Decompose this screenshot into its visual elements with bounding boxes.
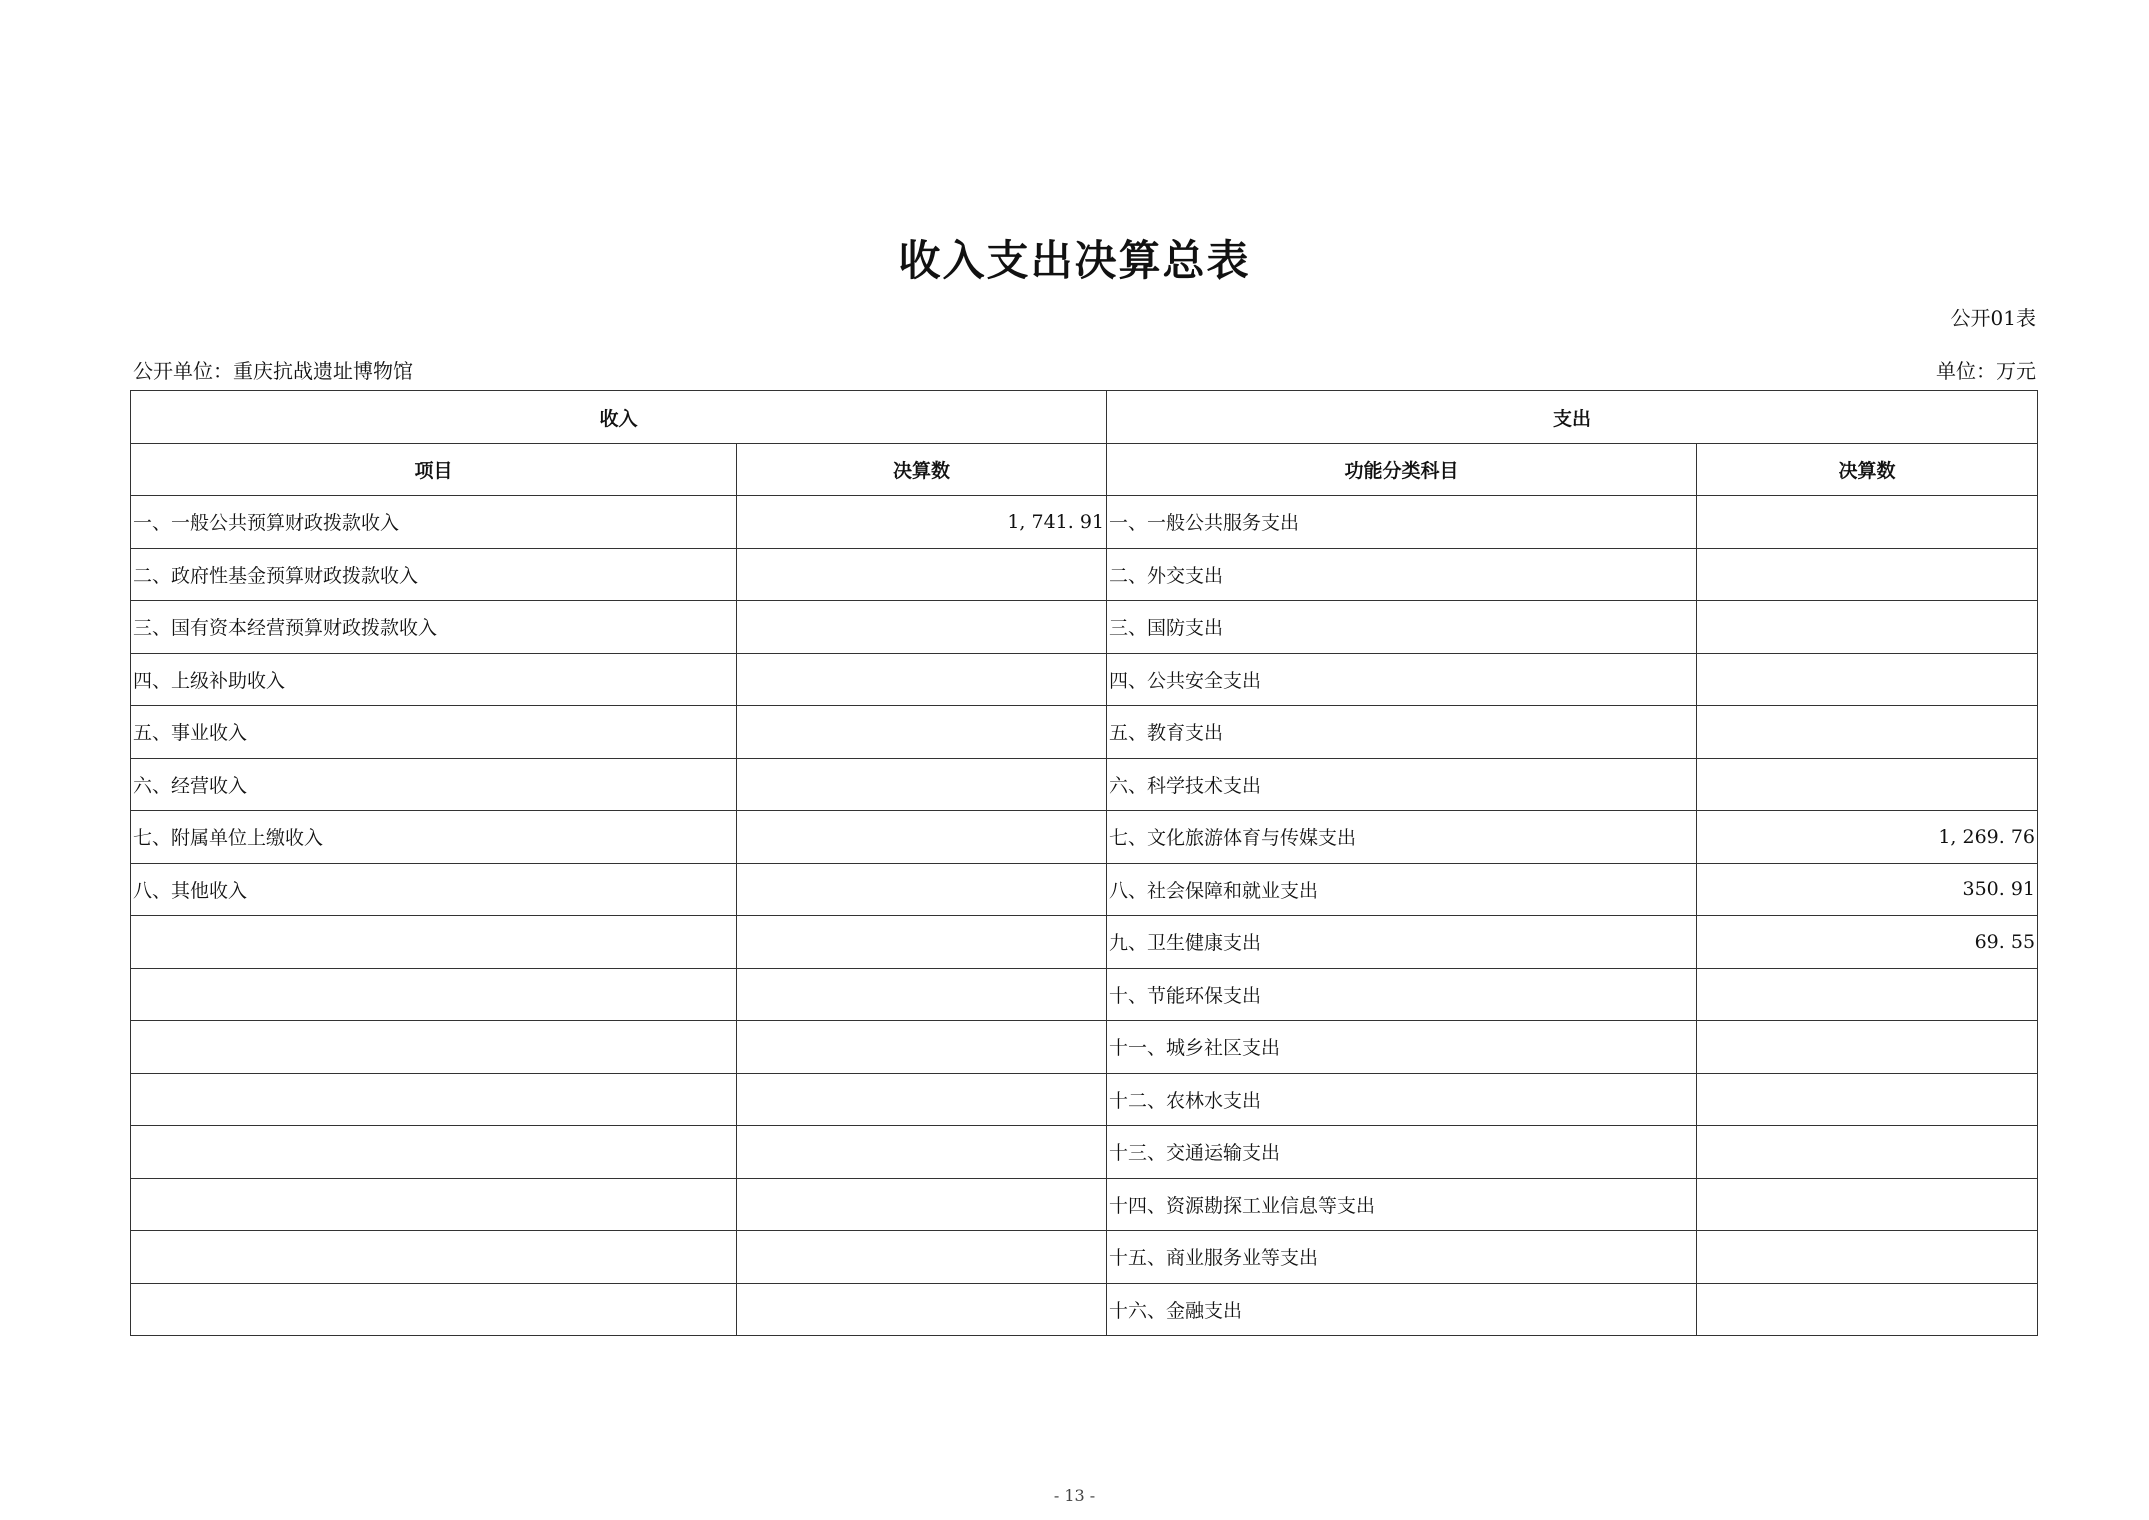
expense-amount-cell (1697, 968, 2038, 1021)
table-row (131, 758, 2038, 811)
expense-amount-cell (1697, 1231, 2038, 1284)
expense-item-cell: 七、文化旅游体育与传媒支出 (1107, 811, 1697, 864)
income-amount-cell (737, 1178, 1107, 1231)
expense-amount-cell (1697, 548, 2038, 601)
expense-amount-cell (1697, 601, 2038, 654)
income-amount-header: 决算数 (737, 444, 1107, 496)
expense-amount-cell (1697, 1073, 2038, 1126)
table-row (131, 653, 2038, 706)
expense-item-cell: 二、外交支出 (1107, 548, 1697, 601)
income-item-cell (131, 1283, 737, 1336)
income-item-cell: 二、政府性基金预算财政拨款收入 (131, 548, 737, 601)
reporting-unit: 公开单位：重庆抗战遗址博物馆 (133, 359, 413, 383)
expense-amount-cell (1697, 1126, 2038, 1179)
income-amount-cell (737, 758, 1107, 811)
expense-amount-cell (1697, 496, 2038, 549)
table-row (131, 496, 2038, 549)
income-item-cell (131, 1021, 737, 1074)
income-item-cell (131, 968, 737, 1021)
income-amount-cell (737, 1073, 1107, 1126)
table-row (131, 968, 2038, 1021)
income-item-cell: 三、国有资本经营预算财政拨款收入 (131, 601, 737, 654)
expense-item-cell: 四、公共安全支出 (1107, 653, 1697, 706)
expense-amount-header: 决算数 (1697, 444, 2038, 496)
table-row (131, 548, 2038, 601)
table-row (131, 1126, 2038, 1179)
income-item-cell: 四、上级补助收入 (131, 653, 737, 706)
expense-amount-cell (1697, 1021, 2038, 1074)
table-row (131, 706, 2038, 759)
expense-item-cell: 十六、金融支出 (1107, 1283, 1697, 1336)
table-row (131, 1283, 2038, 1336)
expense-item-cell: 十、节能环保支出 (1107, 968, 1697, 1021)
expense-header: 支出 (1107, 391, 2038, 444)
income-amount-cell (737, 706, 1107, 759)
expense-item-cell: 一、一般公共服务支出 (1107, 496, 1697, 549)
income-item-cell: 五、事业收入 (131, 706, 737, 759)
income-amount-cell (737, 548, 1107, 601)
expense-amount-cell (1697, 758, 2038, 811)
table-row (131, 601, 2038, 654)
income-item-cell (131, 1073, 737, 1126)
expense-item-cell: 六、科学技术支出 (1107, 758, 1697, 811)
page-title: 收入支出决算总表 (898, 236, 1251, 285)
expense-amount-cell: 69. 55 (1697, 916, 2038, 969)
expense-item-cell: 九、卫生健康支出 (1107, 916, 1697, 969)
income-amount-cell (737, 1021, 1107, 1074)
table-row (131, 863, 2038, 916)
expense-amount-cell (1697, 653, 2038, 706)
expense-amount-cell: 350. 91 (1697, 863, 2038, 916)
income-item-cell: 七、附属单位上缴收入 (131, 811, 737, 864)
income-amount-cell (737, 1231, 1107, 1284)
table-row (131, 811, 2038, 864)
income-amount-cell (737, 863, 1107, 916)
expense-amount-cell (1697, 1283, 2038, 1336)
expense-item-cell: 八、社会保障和就业支出 (1107, 863, 1697, 916)
table-row (131, 1178, 2038, 1231)
page-number: - 13 - (1053, 1486, 1096, 1505)
income-item-cell: 一、一般公共预算财政拨款收入 (131, 496, 737, 549)
income-item-header: 项目 (131, 444, 737, 496)
income-item-cell (131, 1178, 737, 1231)
expense-item-cell: 十一、城乡社区支出 (1107, 1021, 1697, 1074)
income-item-cell (131, 1126, 737, 1179)
income-item-cell: 八、其他收入 (131, 863, 737, 916)
income-amount-cell (737, 811, 1107, 864)
table-row (131, 916, 2038, 969)
table-body (131, 496, 2038, 1336)
expense-item-cell: 十三、交通运输支出 (1107, 1126, 1697, 1179)
expense-item-cell: 三、国防支出 (1107, 601, 1697, 654)
table-row (131, 1073, 2038, 1126)
income-amount-cell (737, 653, 1107, 706)
expense-item-cell: 十五、商业服务业等支出 (1107, 1231, 1697, 1284)
form-number: 公开01表 (1950, 306, 2036, 330)
table-row (131, 1231, 2038, 1284)
income-amount-cell (737, 1126, 1107, 1179)
expense-amount-cell (1697, 1178, 2038, 1231)
expense-item-cell: 五、教育支出 (1107, 706, 1697, 759)
income-amount-cell (737, 1283, 1107, 1336)
income-item-cell: 六、经营收入 (131, 758, 737, 811)
expense-item-cell: 十四、资源勘探工业信息等支出 (1107, 1178, 1697, 1231)
income-expense-table (130, 390, 2038, 1336)
income-amount-cell (737, 916, 1107, 969)
expense-amount-cell (1697, 706, 2038, 759)
income-item-cell (131, 916, 737, 969)
income-header: 收入 (131, 391, 1107, 444)
expense-item-header: 功能分类科目 (1107, 444, 1697, 496)
expense-item-cell: 十二、农林水支出 (1107, 1073, 1697, 1126)
income-amount-cell: 1, 741. 91 (737, 496, 1107, 549)
currency-unit: 单位：万元 (1936, 359, 2036, 383)
expense-amount-cell: 1, 269. 76 (1697, 811, 2038, 864)
income-amount-cell (737, 968, 1107, 1021)
income-item-cell (131, 1231, 737, 1284)
table-row (131, 1021, 2038, 1074)
income-amount-cell (737, 601, 1107, 654)
